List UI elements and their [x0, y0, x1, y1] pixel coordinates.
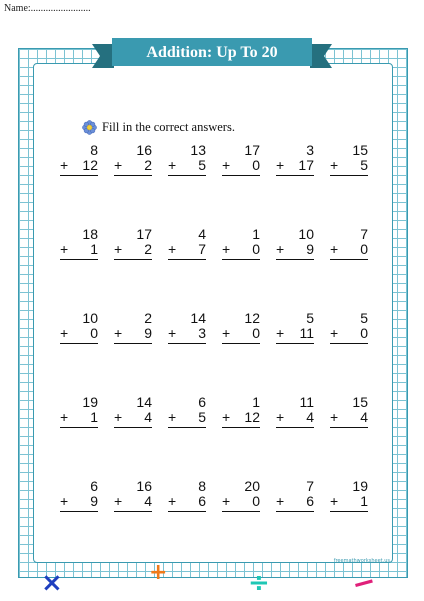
addition-problem [114, 143, 152, 227]
addend-top: 7 [360, 226, 368, 242]
addend-bottom: 6 [198, 493, 206, 509]
addend-row [168, 410, 206, 425]
addition-problem [222, 143, 260, 227]
addend-bottom: 5 [198, 409, 206, 425]
addition-problem [330, 143, 368, 227]
plus-operator: + [114, 409, 123, 425]
answer-line[interactable] [114, 511, 152, 512]
answer-line[interactable] [168, 343, 206, 344]
addition-problem [330, 395, 368, 479]
addend-bottom: 9 [144, 325, 152, 341]
addition-problem [60, 227, 98, 311]
flower-icon [82, 120, 97, 135]
addend-row [276, 242, 314, 257]
answer-line[interactable] [222, 259, 260, 260]
addend-top: 5 [306, 310, 314, 326]
answer-line[interactable] [276, 427, 314, 428]
answer-line[interactable] [60, 175, 98, 176]
answer-line[interactable] [330, 511, 368, 512]
addend-row [222, 242, 260, 257]
addition-problem [222, 227, 260, 311]
addend-bottom: 9 [306, 241, 314, 257]
addend-top: 16 [136, 142, 152, 158]
plus-operator: + [276, 241, 285, 257]
name-field-label: Name:........................ [4, 3, 91, 14]
answer-line[interactable] [114, 259, 152, 260]
addition-problem [60, 143, 98, 227]
addend-row [168, 494, 206, 509]
addend-bottom: 5 [360, 157, 368, 173]
answer-line[interactable] [276, 343, 314, 344]
addend-row [168, 158, 206, 173]
answer-line[interactable] [60, 511, 98, 512]
plus-operator: + [114, 325, 123, 341]
answer-line[interactable] [276, 259, 314, 260]
addition-problem [276, 143, 314, 227]
addend-bottom: 1 [90, 241, 98, 257]
addend-row [114, 158, 152, 173]
addend-top: 6 [198, 394, 206, 410]
addition-problem [330, 311, 368, 395]
site-credit: freemathworksheet.us [333, 558, 390, 564]
addend-bottom: 0 [252, 493, 260, 509]
addend-top: 10 [298, 226, 314, 242]
addend-top: 10 [82, 310, 98, 326]
addend-top: 5 [360, 310, 368, 326]
addend-bottom: 0 [252, 241, 260, 257]
addend-top: 1 [252, 226, 260, 242]
addend-top: 1 [252, 394, 260, 410]
plus-operator: + [330, 157, 339, 173]
addend-bottom: 12 [82, 157, 98, 173]
addend-row [60, 410, 98, 425]
addend-top: 12 [244, 310, 260, 326]
addend-top: 15 [352, 394, 368, 410]
plus-operator: + [114, 157, 123, 173]
addend-bottom: 0 [90, 325, 98, 341]
addend-bottom: 1 [360, 493, 368, 509]
divide-symbol-icon: ÷ [248, 568, 270, 598]
addend-row [276, 158, 314, 173]
addend-bottom: 1 [90, 409, 98, 425]
plus-operator: + [330, 409, 339, 425]
plus-operator: + [276, 325, 285, 341]
plus-operator: + [60, 241, 69, 257]
addend-row [114, 410, 152, 425]
addend-bottom: 9 [90, 493, 98, 509]
addition-problem [222, 311, 260, 395]
addend-bottom: 12 [244, 409, 260, 425]
addend-row [330, 158, 368, 173]
addend-top: 19 [82, 394, 98, 410]
answer-line[interactable] [114, 343, 152, 344]
plus-operator: + [168, 325, 177, 341]
answer-line[interactable] [222, 511, 260, 512]
addend-top: 7 [306, 478, 314, 494]
addend-row [222, 326, 260, 341]
answer-line[interactable] [222, 175, 260, 176]
addition-problem [114, 311, 152, 395]
addend-top: 18 [82, 226, 98, 242]
addend-top: 13 [190, 142, 206, 158]
addition-problem [114, 395, 152, 479]
plus-operator: + [60, 325, 69, 341]
answer-line[interactable] [114, 427, 152, 428]
addend-bottom: 0 [252, 325, 260, 341]
multiply-symbol-icon: × [41, 568, 63, 598]
title-banner [92, 38, 332, 70]
addend-row [168, 326, 206, 341]
addend-top: 8 [198, 478, 206, 494]
plus-operator: + [276, 493, 285, 509]
addition-problem [330, 227, 368, 311]
answer-line[interactable] [168, 511, 206, 512]
plus-operator: + [168, 157, 177, 173]
addend-top: 3 [306, 142, 314, 158]
addend-top: 14 [136, 394, 152, 410]
plus-operator: + [114, 493, 123, 509]
addition-problem [168, 227, 206, 311]
instruction-text: Fill in the correct answers. [102, 120, 235, 134]
plus-operator: + [276, 409, 285, 425]
addend-bottom: 6 [306, 493, 314, 509]
addend-bottom: 2 [144, 241, 152, 257]
addend-row [114, 494, 152, 509]
addition-problem [276, 395, 314, 479]
plus-operator: + [168, 493, 177, 509]
addend-row [60, 158, 98, 173]
addition-problem [168, 479, 206, 563]
addend-row [60, 326, 98, 341]
answer-line[interactable] [114, 175, 152, 176]
plus-operator: + [330, 241, 339, 257]
addition-problem [276, 479, 314, 563]
addition-problem [60, 311, 98, 395]
addend-row [222, 158, 260, 173]
addend-top: 20 [244, 478, 260, 494]
addend-top: 11 [299, 394, 314, 410]
plus-operator: + [222, 157, 231, 173]
addend-top: 8 [90, 142, 98, 158]
plus-operator: + [168, 409, 177, 425]
addition-problem [330, 479, 368, 563]
addend-top: 19 [352, 478, 368, 494]
addend-row [276, 410, 314, 425]
addend-row [114, 242, 152, 257]
addend-row [330, 494, 368, 509]
addend-row [276, 494, 314, 509]
plus-operator: + [60, 493, 69, 509]
addition-problem [222, 395, 260, 479]
answer-line[interactable] [276, 175, 314, 176]
answer-line[interactable] [330, 343, 368, 344]
addend-row [330, 410, 368, 425]
addend-top: 6 [90, 478, 98, 494]
addition-problem [60, 395, 98, 479]
plus-symbol-icon: + [149, 560, 168, 585]
answer-line[interactable] [60, 259, 98, 260]
addend-top: 4 [198, 226, 206, 242]
addend-bottom: 17 [298, 157, 314, 173]
addition-problem [276, 227, 314, 311]
answer-line[interactable] [330, 175, 368, 176]
plus-operator: + [276, 157, 285, 173]
answer-line[interactable] [276, 511, 314, 512]
plus-operator: + [222, 409, 231, 425]
addend-bottom: 4 [306, 409, 314, 425]
plus-operator: + [114, 241, 123, 257]
addend-row [222, 494, 260, 509]
addend-bottom: 0 [360, 325, 368, 341]
plus-operator: + [168, 241, 177, 257]
addend-row [114, 326, 152, 341]
addend-row [60, 242, 98, 257]
addend-top: 15 [352, 142, 368, 158]
addition-problem [114, 479, 152, 563]
addend-bottom: 2 [144, 157, 152, 173]
plus-operator: + [222, 241, 231, 257]
addition-problem [168, 395, 206, 479]
addend-bottom: 4 [144, 493, 152, 509]
answer-line[interactable] [222, 343, 260, 344]
addend-bottom: 7 [198, 241, 206, 257]
plus-operator: + [60, 409, 69, 425]
plus-operator: + [222, 493, 231, 509]
addition-problem [276, 311, 314, 395]
answer-line[interactable] [60, 427, 98, 428]
addend-row [330, 242, 368, 257]
minus-symbol-icon: − [348, 563, 380, 601]
addend-row [60, 494, 98, 509]
addend-top: 2 [144, 310, 152, 326]
plus-operator: + [222, 325, 231, 341]
addend-bottom: 3 [198, 325, 206, 341]
addend-bottom: 4 [144, 409, 152, 425]
addition-problem [168, 311, 206, 395]
addend-row [222, 410, 260, 425]
addition-problem [168, 143, 206, 227]
answer-line[interactable] [168, 175, 206, 176]
addend-row [330, 326, 368, 341]
answer-line[interactable] [330, 259, 368, 260]
answer-line[interactable] [168, 427, 206, 428]
addend-top: 14 [190, 310, 206, 326]
addend-row [276, 326, 314, 341]
addition-problem [222, 479, 260, 563]
addition-problem [60, 479, 98, 563]
plus-operator: + [60, 157, 69, 173]
addend-bottom: 0 [360, 241, 368, 257]
addend-bottom: 11 [299, 325, 314, 341]
answer-line[interactable] [222, 427, 260, 428]
addend-row [168, 242, 206, 257]
problem-grid [60, 143, 390, 563]
addition-problem [114, 227, 152, 311]
plus-operator: + [330, 325, 339, 341]
addend-top: 17 [244, 142, 260, 158]
plus-operator: + [330, 493, 339, 509]
addend-bottom: 5 [198, 157, 206, 173]
instruction-row [82, 120, 235, 135]
answer-line[interactable] [60, 343, 98, 344]
page-title: Addition: Up To 20 [146, 44, 278, 61]
answer-line[interactable] [330, 427, 368, 428]
addend-top: 16 [136, 478, 152, 494]
addend-top: 17 [136, 226, 152, 242]
answer-line[interactable] [168, 259, 206, 260]
addend-bottom: 4 [360, 409, 368, 425]
addend-bottom: 0 [252, 157, 260, 173]
